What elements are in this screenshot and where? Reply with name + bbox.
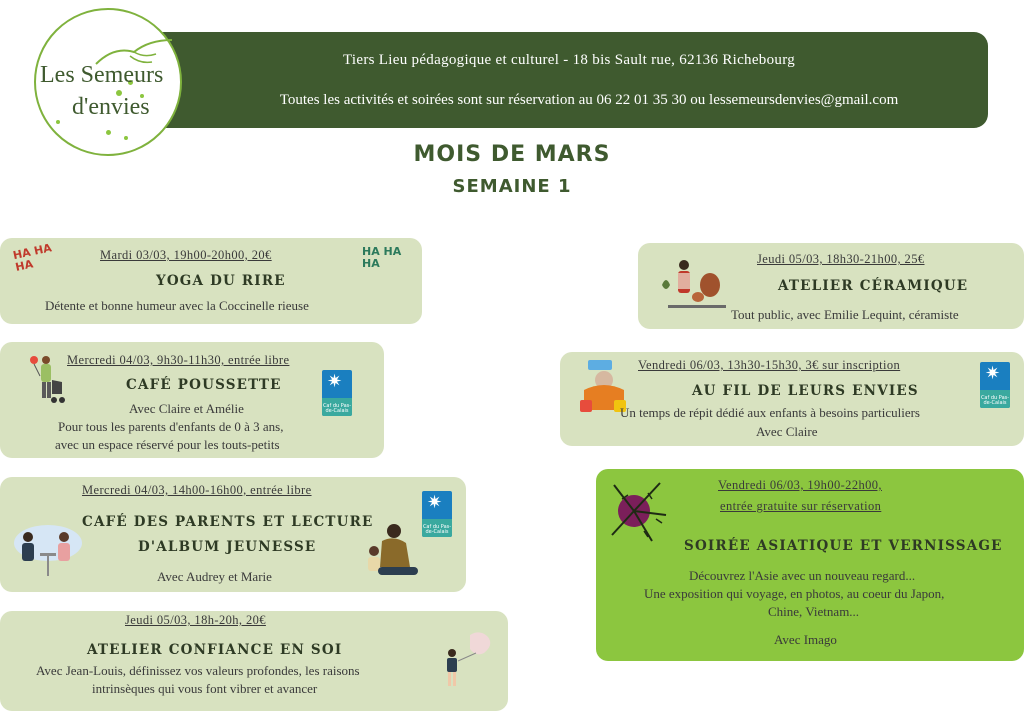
event-title: CAFÉ POUSSETTE — [126, 377, 282, 393]
event-description-line2: Une exposition qui voyage, en photos, au coeur du Japon, — [644, 586, 945, 601]
logo — [34, 8, 182, 156]
event-date: Jeudi 05/03, 18h-20h, 20€ — [125, 613, 266, 627]
event-description-line1: Avec Jean-Louis, définissez vos valeurs profondes, les raisons — [36, 663, 360, 678]
event-description-line2: intrinsèques qui vous font vibrer et avancer — [92, 681, 318, 696]
event-description-line1: Avec Claire et Amélie — [129, 401, 244, 416]
address-text: Tiers Lieu pédagogique et culturel - 18 bis Sault rue, 62136 Richebourg — [342, 52, 796, 68]
caf-logo: ✷ Caf du Pas-de-Calais — [980, 363, 1010, 406]
reservation-text: Toutes les activités et soirées sont sur réservation au 06 22 01 35 30 ou lessemeursdenvies@gmail.com — [279, 92, 899, 108]
event-date: Mercredi 04/03, 9h30-11h30, entrée libre — [67, 353, 290, 367]
event-card-poussette — [0, 342, 384, 458]
person-balloon-icon — [440, 629, 496, 699]
month-title: MOIS DE MARS — [413, 142, 611, 167]
event-description-line3: Chine, Vietnam... — [768, 604, 860, 619]
haha-icon-left: HA HA HA — [11, 241, 53, 274]
week-title: SEMAINE 1 — [452, 176, 572, 197]
event-date: Vendredi 06/03, 13h30-15h30, 3€ sur inscription — [638, 358, 901, 372]
event-date: Mardi 03/03, 19h00-20h00, 20€ — [100, 248, 272, 262]
event-card-parents — [0, 477, 466, 592]
event-date: Jeudi 05/03, 18h30-21h00, 25€ — [757, 252, 925, 266]
event-description-line2: Avec Claire — [756, 424, 818, 439]
header-banner — [150, 32, 988, 128]
event-description-line1: Un temps de répit dédié aux enfants à besoins particuliers — [620, 405, 920, 420]
event-date-line2: entrée gratuite sur réservation — [720, 499, 882, 513]
event-title-line2: D'ALBUM JEUNESSE — [138, 539, 317, 555]
event-title: SOIRÉE ASIATIQUE ET VERNISSAGE — [684, 538, 1003, 554]
parent-stroller-icon — [26, 352, 66, 412]
event-title: YOGA DU RIRE — [156, 273, 286, 289]
event-description-line3: avec un espace réservé pour les touts-petits — [55, 437, 280, 452]
event-date: Mercredi 04/03, 14h00-16h00, entrée libre — [82, 483, 312, 497]
caf-logo: ✷ Caf du Pas-de-Calais — [322, 371, 352, 414]
logo-text-line1: Les Semeurs — [40, 62, 164, 88]
asian-flower-icon — [608, 479, 668, 543]
event-description-line1: Découvrez l'Asie avec un nouveau regard... — [689, 568, 916, 583]
potter-icon — [658, 255, 730, 315]
haha-icon-right: HA HA HA — [362, 245, 402, 270]
parents-table-icon — [12, 523, 84, 583]
event-description: Détente et bonne humeur avec la Coccinelle rieuse — [45, 298, 309, 313]
event-card-ceramique — [638, 243, 1024, 329]
logo-text-line2: d'envies — [72, 94, 150, 120]
event-description-line2: Pour tous les parents d'enfants de 0 à 3 ans, — [58, 419, 284, 434]
event-title-line1: CAFÉ DES PARENTS ET LECTURE — [82, 514, 374, 530]
event-title: ATELIER CÉRAMIQUE — [778, 278, 969, 294]
reading-parent-icon — [360, 521, 424, 585]
event-title: ATELIER CONFIANCE EN SOI — [87, 642, 343, 658]
event-description-line4: Avec Imago — [774, 632, 837, 647]
event-description: Avec Audrey et Marie — [157, 569, 272, 584]
caf-logo: ✷ Caf du Pas-de-Calais — [422, 492, 452, 535]
event-description: Tout public, avec Emilie Lequint, céramiste — [731, 307, 959, 322]
event-card-confiance — [0, 611, 508, 711]
event-date-line1: Vendredi 06/03, 19h00-22h00, — [718, 478, 882, 492]
event-card-yoga — [0, 238, 422, 324]
event-card-envies — [560, 352, 1024, 446]
event-card-asiatique — [596, 469, 1024, 661]
event-title: AU FIL DE LEURS ENVIES — [692, 383, 919, 399]
